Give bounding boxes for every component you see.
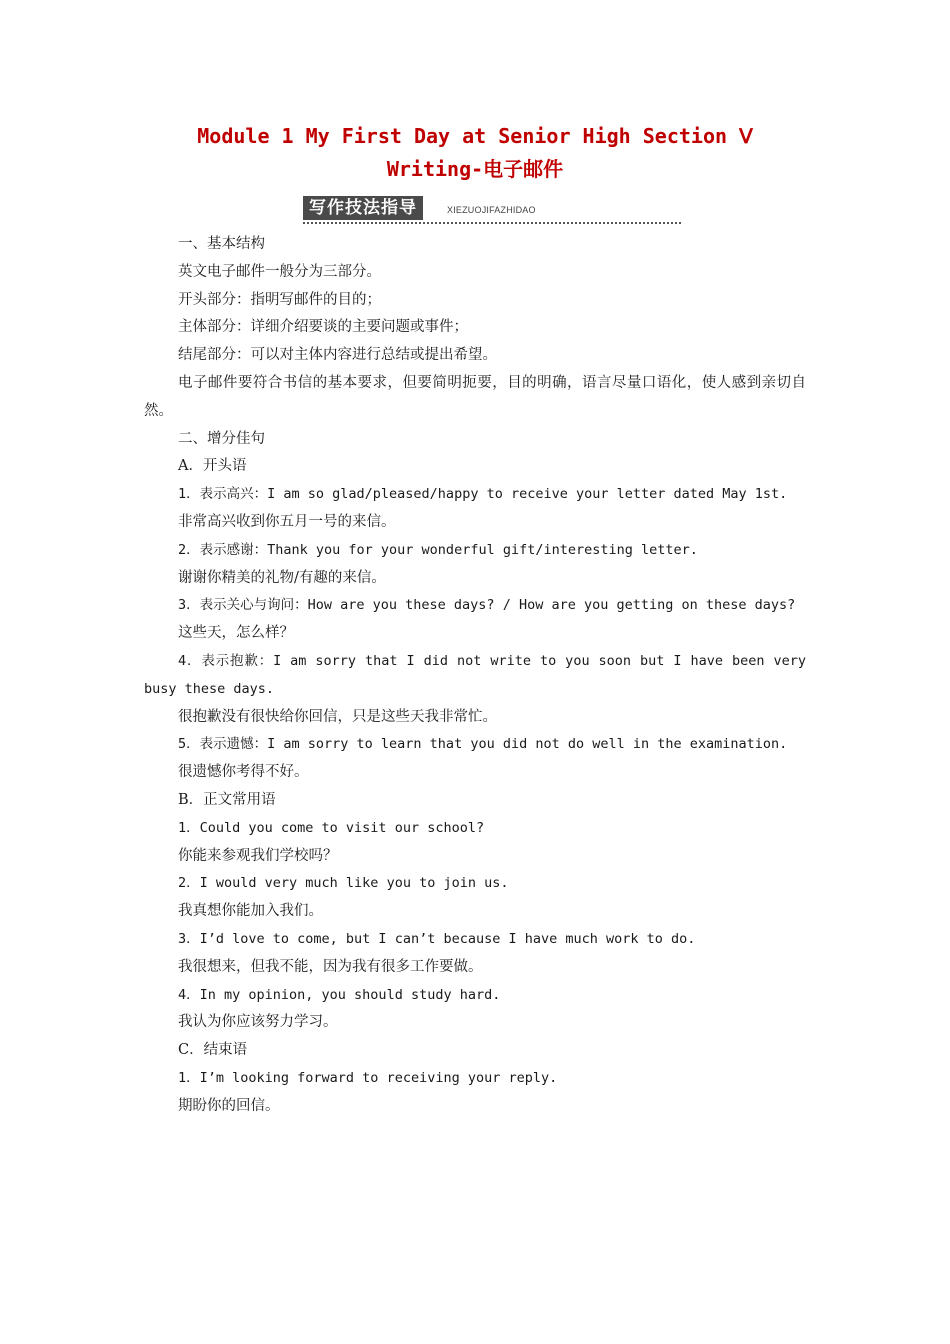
example-sentence: 3．I’d love to come, but I can’t because I have much work to do.: [178, 930, 696, 947]
translation: 这些天，怎么样？: [178, 625, 294, 642]
banner-pinyin: XIEZUOJIFAZHIDAO: [447, 205, 536, 215]
subheading-body: B．正文常用语: [178, 791, 276, 808]
example-sentence: 3．表示关心与询问：How are you these days? / How are you getting on these days?: [178, 597, 796, 614]
subheading-closing: C．结束语: [178, 1042, 248, 1059]
translation: 期盼你的回信。: [178, 1097, 280, 1114]
translation: 很抱歉没有很快给你回信，只是这些天我非常忙。: [178, 708, 497, 725]
translation: 我真想你能加入我们。: [178, 903, 323, 920]
translation: 我认为你应该努力学习。: [178, 1014, 338, 1031]
example-sentence: 1．I’m looking forward to receiving your reply.: [178, 1069, 558, 1086]
translation: 我很想来，但我不能，因为我有很多工作要做。: [178, 958, 483, 975]
translation: 很遗憾你考得不好。: [178, 764, 309, 781]
subheading-opening: A．开头语: [178, 458, 247, 475]
example-sentence: 1．表示高兴：I am so glad/pleased/happy to receive your letter dated May 1st.: [178, 486, 788, 503]
paragraph: 电子邮件要符合书信的基本要求，但要简明扼要，目的明确，语言尽量口语化，使人感到亲切自然。: [144, 374, 806, 419]
section-banner: [303, 196, 683, 226]
example-sentence: 2．表示感谢：Thank you for your wonderful gift/interesting letter.: [178, 541, 698, 558]
document-title: Module 1 My First Day at Senior High Section Ⅴ Writing-电子邮件: [197, 124, 753, 181]
translation: 谢谢你精美的礼物/有趣的来信。: [178, 569, 386, 586]
paragraph: 英文电子邮件一般分为三部分。: [178, 263, 381, 280]
paragraph: 主体部分：详细介绍要谈的主要问题或事件；: [178, 319, 468, 336]
translation: 非常高兴收到你五月一号的来信。: [178, 513, 396, 530]
example-sentence: 5．表示遗憾：I am sorry to learn that you did not do well in the examination.: [178, 736, 788, 753]
paragraph: 开头部分：指明写邮件的目的；: [178, 291, 381, 308]
banner-dotted-rule: [303, 222, 681, 224]
document-body: [144, 231, 806, 1121]
example-sentence: 4．In my opinion, you should study hard.: [178, 986, 501, 1003]
example-sentence: 4．表示抱歉：I am sorry that I did not write to you soon but I have been very busy these days.: [144, 652, 806, 697]
heading-basic-structure: 一、基本结构: [178, 236, 265, 252]
translation: 你能来参观我们学校吗？: [178, 847, 338, 864]
heading-useful-sentences: 二、增分佳句: [178, 430, 265, 447]
example-sentence: 1．Could you come to visit our school?: [178, 819, 485, 836]
banner-label: 写作技法指导: [303, 196, 423, 220]
paragraph: 结尾部分：可以对主体内容进行总结或提出希望。: [178, 347, 497, 364]
example-sentence: 2．I would very much like you to join us.: [178, 875, 509, 892]
